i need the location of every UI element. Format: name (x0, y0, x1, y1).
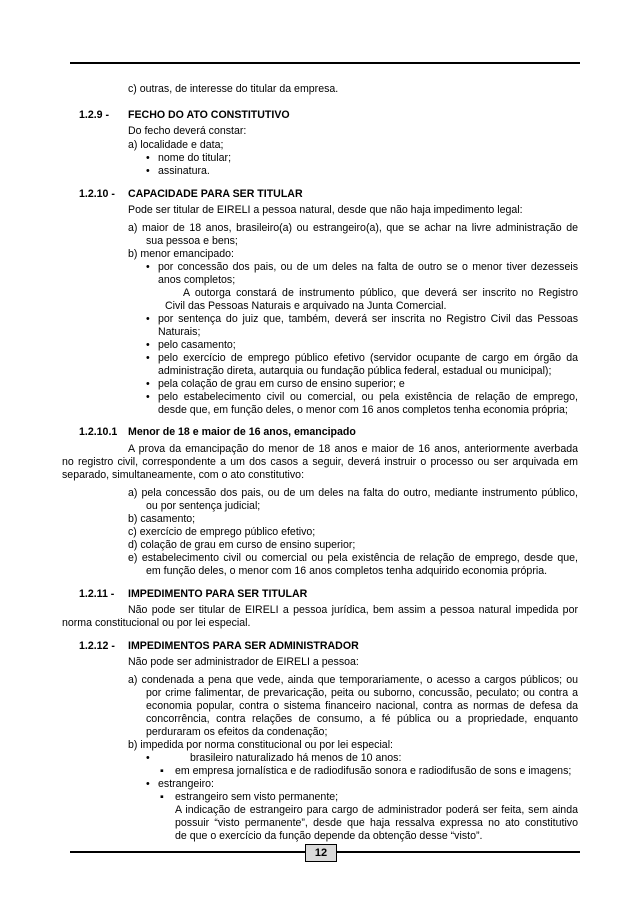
list-item: c) exercício de emprego público efetivo; (128, 526, 316, 538)
list-item: pelo exercício de emprego público efetivo (servidor ocupante de cargo em órgão da (158, 352, 578, 364)
list-item: estrangeiro: (158, 778, 214, 790)
section-title-fecho: FECHO DO ATO CONSTITUTIVO (128, 109, 290, 121)
bullet-icon: • (146, 352, 150, 364)
list-item: estrangeiro sem visto permanente; (175, 791, 339, 803)
section-number-1-2-10-1: 1.2.10.1 (79, 426, 118, 438)
note-continuation: Civil das Pessoas Naturais e arquivado na Junta Comercial. (165, 300, 447, 312)
paragraph: Pode ser titular de EIRELI a pessoa natural, desde que não haja impedimento legal: (128, 204, 523, 216)
item-c-outras: c) outras, de interesse do titular da empresa. (128, 83, 339, 95)
list-item: d) colação de grau em curso de ensino superior; (128, 539, 356, 551)
note-continuation: de que o exercício da função depende da obtenção desse “visto”. (175, 830, 483, 842)
bullet-icon: • (146, 752, 150, 764)
paragraph-continuation: separado, simultaneamente, com o ato constitutivo: (62, 469, 305, 481)
bullet-icon: • (146, 391, 150, 403)
list-item: b) impedida por norma constitucional ou por lei especial: (128, 739, 393, 751)
section-title-impedimento: IMPEDIMENTO PARA SER TITULAR (128, 588, 308, 600)
list-item: por sentença do juiz que, também, deverá ser inscrita no Registro Civil das Pessoas (158, 313, 578, 325)
list-item-continuation: perduraram os efeitos da condenação; (146, 726, 328, 738)
list-item: assinatura. (158, 165, 210, 177)
square-bullet-icon: ▪ (160, 791, 164, 803)
bullet-icon: • (146, 152, 150, 164)
list-item-continuation: concorrência, contra relações de consumo, a fé pública ou a propriedade, enquanto (146, 713, 578, 725)
bullet-icon: • (146, 165, 150, 177)
bullet-icon: • (146, 339, 150, 351)
section-title-impedimentos: IMPEDIMENTOS PARA SER ADMINISTRADOR (128, 640, 359, 652)
list-item: a) condenada a pena que vede, ainda que temporariamente, o acesso a cargos públicos; ou (128, 674, 578, 686)
list-item: nome do titular; (158, 152, 232, 164)
list-item: a) pela concessão dos pais, ou de um deles na falta do outro, mediante instrumento público, (128, 487, 578, 499)
list-item: a) localidade e data; (128, 139, 224, 151)
list-item-continuation: anos completos; (158, 274, 236, 286)
paragraph: Não pode ser titular de EIRELI a pessoa jurídica, bem assim a pessoa natural impedida por (128, 604, 578, 616)
paragraph: A prova da emancipação do menor de 18 anos e maior de 16 anos, anteriormente averbada (128, 443, 578, 455)
list-item: em empresa jornalística e de radiodifusão sonora e radiodifusão de sons e imagens; (175, 765, 572, 777)
section-title-capacidade: CAPACIDADE PARA SER TITULAR (128, 188, 303, 200)
list-item: brasileiro naturalizado há menos de 10 anos: (190, 752, 402, 764)
page-number: 12 (305, 844, 337, 862)
paragraph-continuation: norma constitucional ou por lei especial. (62, 617, 251, 629)
list-item-continuation: por crime falimentar, de prevaricação, peita ou suborno, concussão, peculato; ou contra a (146, 687, 578, 699)
paragraph: Do fecho deverá constar: (128, 125, 247, 137)
section-number-1-2-11: 1.2.11 - (79, 588, 115, 600)
list-item-continuation: sua pessoa e bens; (146, 235, 238, 247)
list-item-continuation: ou por sentença judicial; (146, 500, 261, 512)
note: A outorga constará de instrumento público, que deverá ser inscrito no Registro (183, 287, 578, 299)
note-continuation: possuir “visto permanente”, desde que haja ressalva expressa no ato constitutivo (175, 817, 578, 829)
list-item: b) menor emancipado: (128, 248, 234, 260)
section-number-1-2-12: 1.2.12 - (79, 640, 115, 652)
list-item: a) maior de 18 anos, brasileiro(a) ou estrangeiro(a), que se achar na livre administração de (128, 222, 578, 234)
section-number-1-2-9: 1.2.9 - (79, 109, 110, 121)
note: A indicação de estrangeiro para cargo de administrador poderá ser feita, sem ainda (175, 804, 578, 816)
list-item-continuation: desde que, em função deles, o menor com 16 anos completos tenha economia própria; (158, 404, 568, 416)
list-item: b) casamento; (128, 513, 196, 525)
list-item-continuation: economia popular, contra o sistema financeiro nacional, contra as normas de defesa da (146, 700, 578, 712)
list-item: pelo casamento; (158, 339, 236, 351)
section-number-1-2-10: 1.2.10 - (79, 188, 115, 200)
bullet-icon: • (146, 378, 150, 390)
bullet-icon: • (146, 313, 150, 325)
bullet-icon: • (146, 778, 150, 790)
bullet-icon: • (146, 261, 150, 273)
list-item: e) estabelecimento civil ou comercial ou pela existência de relação de emprego, desde que, (128, 552, 578, 564)
list-item: por concessão dos pais, ou de um deles na falta de outro se o menor tiver dezesseis (158, 261, 578, 273)
list-item: pela colação de grau em curso de ensino superior; e (158, 378, 405, 390)
paragraph: Não pode ser administrador de EIRELI a pessoa: (128, 656, 359, 668)
list-item-continuation: administração direta, autarquia ou fundação pública federal, estadual ou municipal); (158, 365, 552, 377)
list-item-continuation: em função deles, o menor com 16 anos completos tenha adquirido economia própria. (146, 565, 548, 577)
footer-rule-right (336, 851, 580, 853)
header-rule (70, 62, 580, 64)
list-item: pelo estabelecimento civil ou comercial, ou pela existência de relação de emprego, (158, 391, 578, 403)
footer-rule-left (70, 851, 305, 853)
list-item-continuation: Naturais; (158, 326, 201, 338)
paragraph-continuation: no registro civil, correspondente a um dos casos a seguir, deverá instruir o processo ou ser arquivada em (62, 456, 578, 468)
square-bullet-icon: ▪ (160, 765, 164, 777)
section-title-menor: Menor de 18 e maior de 16 anos, emancipado (128, 426, 356, 438)
